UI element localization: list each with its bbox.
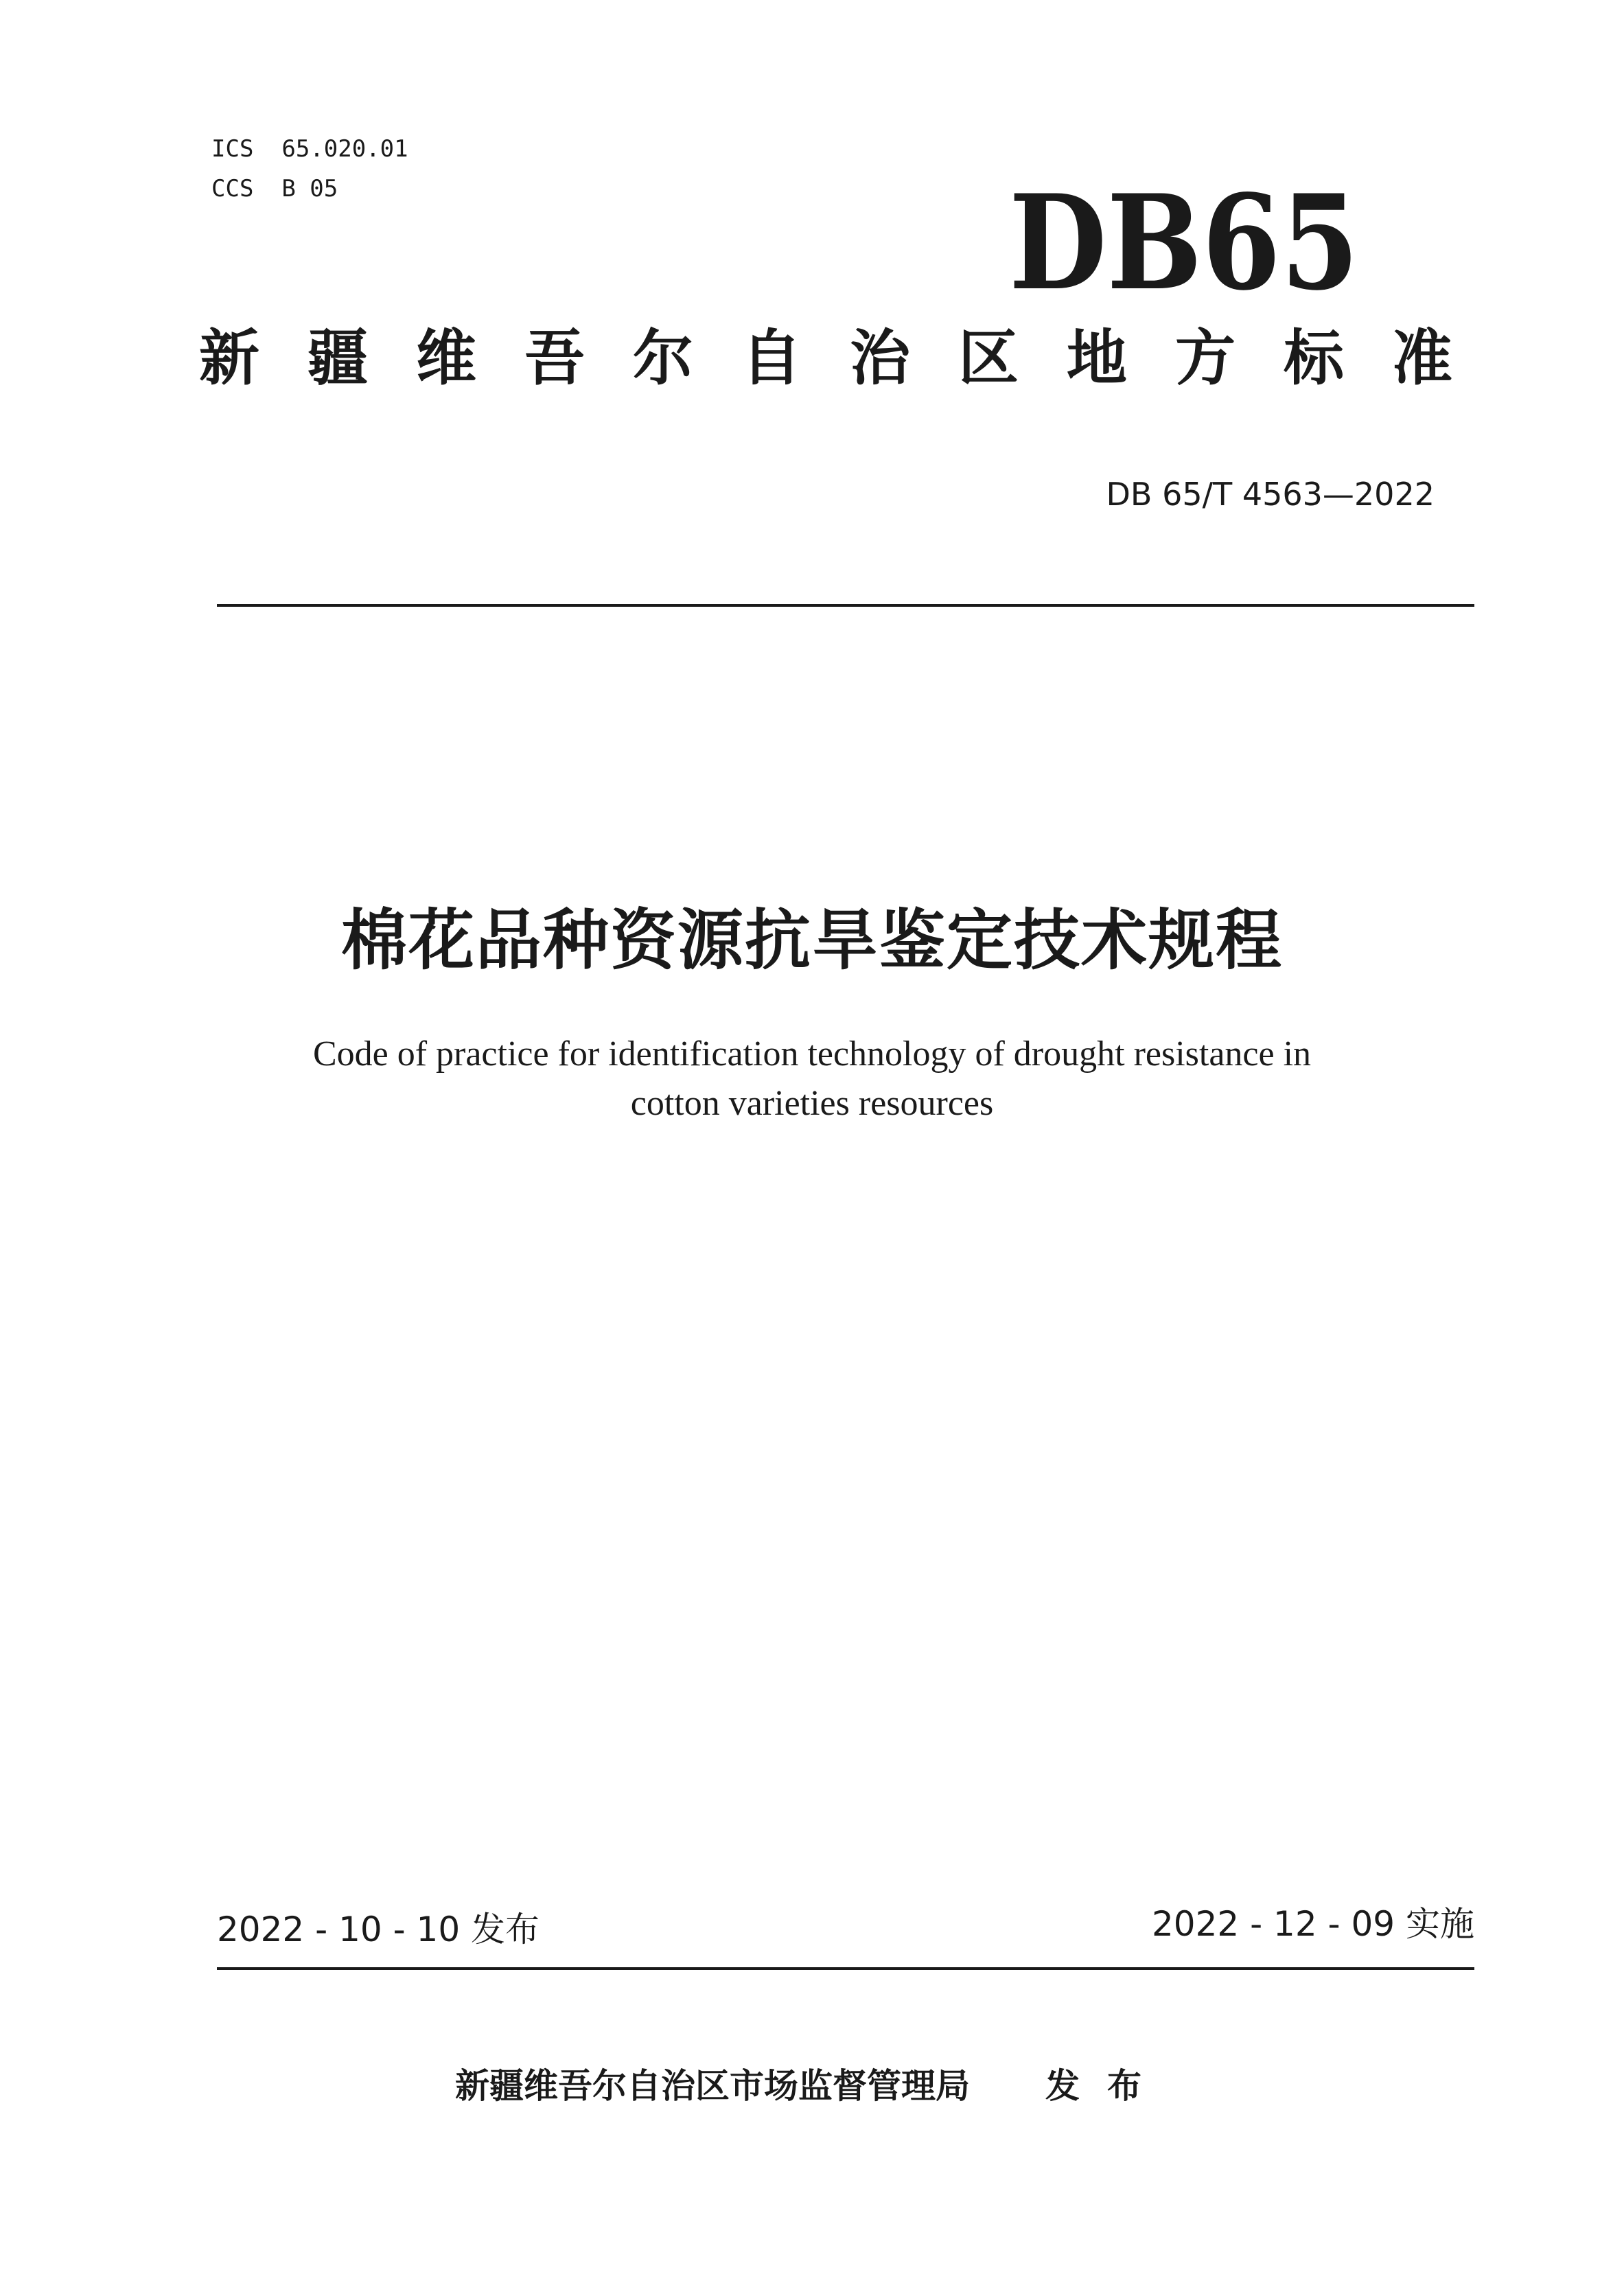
publisher-action: 发布 [1045,2066,1169,2106]
ics-code: ICS 65.020.01 [211,135,408,163]
english-title-line-2: cotton varieties resources [630,1084,994,1123]
classification-codes [211,129,408,209]
issue-date: 2022 - 10 - 10 发布 [217,1910,540,1949]
standard-number: DB 65/T 4563—2022 [1106,476,1435,513]
government-standard-title: 新疆维吾尔自治区地方标准 [199,323,1501,393]
top-divider [217,604,1474,607]
db65-logo-text: DB65 [1009,166,1359,319]
publisher-line [0,2062,1624,2110]
document-title-chinese: 棉花品种资源抗旱鉴定技术规程 [341,902,1283,979]
effective-date: 2022 - 12 - 09 实施 [1151,1904,1474,1944]
ccs-code: CCS B 05 [211,175,338,202]
publisher-name: 新疆维吾尔自治区市场监督管理局 [455,2066,970,2106]
english-title-line-1: Code of practice for identification technology of drought resistance in [312,1034,1312,1074]
bottom-divider [217,1967,1474,1970]
db65-logo [1009,166,1366,319]
document-title-english [0,1030,1624,1128]
